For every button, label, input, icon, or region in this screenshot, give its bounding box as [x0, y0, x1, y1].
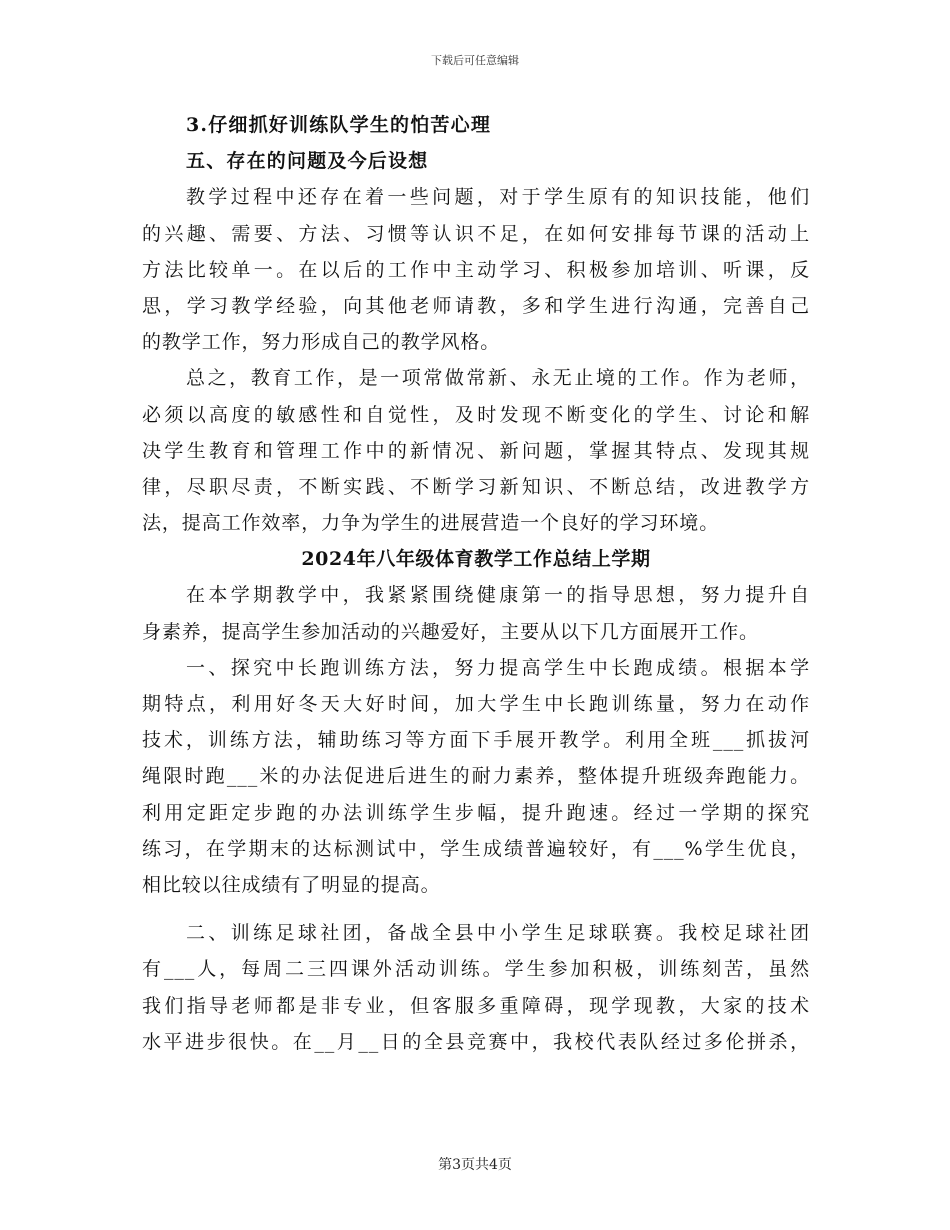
paragraph-football [142, 915, 810, 1060]
paragraph-line: 二、训练足球社团，备战全县中小学生足球联赛。我校足球社团 [186, 922, 810, 945]
paragraph-line: 教学过程中还存在着一些问题，对于学生原有的知识技能，他们 [186, 186, 810, 209]
paragraph-line: 利用定距定步跑的办法训练学生步幅，提升跑速。经过一学期的探究 [142, 801, 810, 824]
paragraph-line: 的兴趣、需要、方法、习惯等认识不足，在如何安排每节课的活动上 [142, 222, 810, 245]
paragraph-line: 思，学习教学经验，向其他老师请教，多和学生进行沟通，完善自己 [142, 294, 810, 317]
page-number-footer: 第3页共4页 [438, 1157, 512, 1173]
paragraph-line: 法，提高工作效率，力争为学生的进展营造一个良好的学习环境。 [142, 512, 720, 535]
paragraph-line: 在本学期教学中，我紧紧围绕健康第一的指导思想，努力提升自 [186, 584, 810, 607]
header-note: 下载后可任意编辑 [431, 54, 519, 67]
paragraph-summary [142, 360, 810, 541]
heading-3: 3.仔细抓好训练队学生的怕苦心理 [186, 114, 492, 136]
paragraph-line: 的教学工作，努力形成自己的教学风格。 [142, 331, 501, 354]
paragraph-line: 身素养，提高学生参加活动的兴趣爱好，主要从以下几方面展开工作。 [142, 620, 759, 643]
paragraph-line: 必须以高度的敏感性和自觉性，及时发现不断变化的学生、讨论和解 [142, 403, 810, 426]
paragraph-gap [142, 903, 810, 915]
paragraph-line: 总之，教育工作，是一项常做常新、永无止境的工作。作为老师， [186, 367, 810, 390]
paragraph-line: 决学生教育和管理工作中的新情况、新问题，掌握其特点、发现其规 [142, 439, 810, 462]
paragraph-line: 水平进步很快。在__月__日的全县竞赛中，我校代表队经过多伦拼杀， [142, 1030, 810, 1053]
paragraph-line: 方法比较单一。在以后的工作中主动学习、积极参加培训、听课，反 [142, 258, 810, 281]
heading-5: 五、存在的问题及今后设想 [186, 150, 429, 173]
paragraph-line: 相比较以往成绩有了明显的提高。 [142, 873, 441, 896]
document-title: 2024年八年级体育教学工作总结上学期 [301, 548, 651, 571]
paragraph-problems [142, 179, 810, 360]
paragraph-intro [142, 577, 810, 649]
paragraph-line: 有___人，每周二三四课外活动训练。学生参加积极，训练刻苦，虽然 [142, 958, 810, 981]
paragraph-line: 绳限时跑___米的办法促进后进生的耐力素养，整体提升班级奔跑能力。 [142, 765, 810, 788]
paragraph-line: 技术，训练方法，辅助练习等方面下手展开教学。利用全班___抓拔河 [142, 729, 810, 752]
paragraph-line: 一、探究中长跑训练方法，努力提高学生中长跑成绩。根据本学 [186, 656, 810, 679]
paragraph-line: 练习，在学期末的达标测试中，学生成绩普遍较好，有___%学生优良， [142, 837, 810, 860]
paragraph-line: 期特点，利用好冬天大好时间，加大学生中长跑训练量，努力在动作 [142, 693, 810, 715]
page-content [142, 107, 810, 1060]
paragraph-line: 律，尽职尽责，不断实践、不断学习新知识、不断总结，改进教学方 [142, 475, 810, 498]
paragraph-line: 我们指导老师都是非专业，但客服多重障碍，现学现教，大家的技术 [142, 994, 810, 1017]
paragraph-running [142, 650, 810, 903]
